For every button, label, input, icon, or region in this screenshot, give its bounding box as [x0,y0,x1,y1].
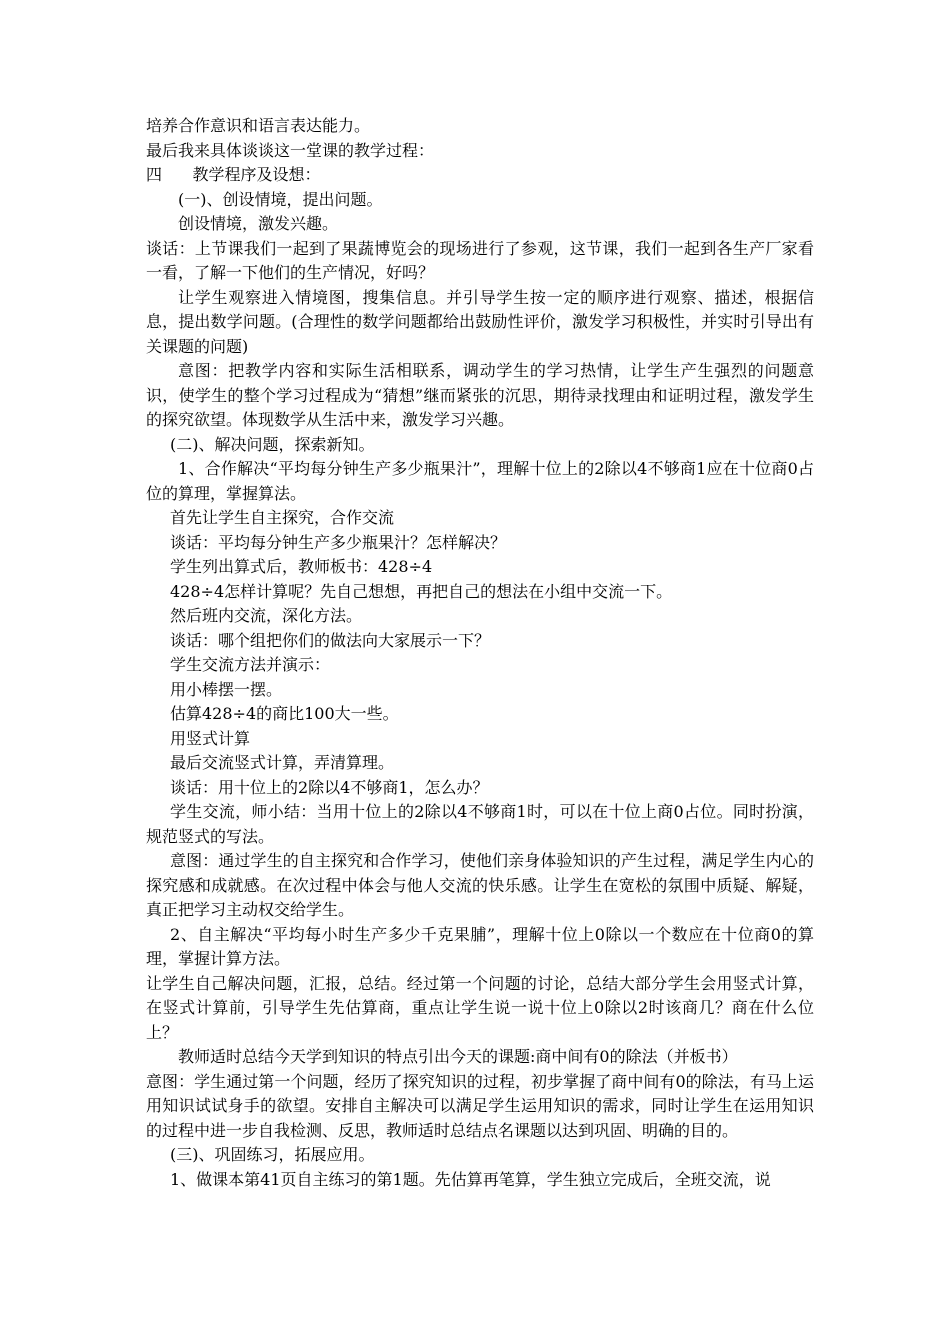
paragraph: 意图：学生通过第一个问题，经历了探究知识的过程，初步掌握了商中间有0的除法，有马上运用知识试试身手的欲望。安排自主解决可以满足学生运用知识的需求，同时让学生在运用知识的过程中进一步自我检测、反思，教师适时总结点名课题以达到巩固、明确的目的。 [146,1071,814,1140]
paragraph: 学生交流方法并演示： [170,655,331,674]
paragraph: 428÷4怎样计算呢？先自己想想，再把自己的想法在小组中交流一下。 [170,581,673,601]
paragraph: 意图：通过学生的自主探究和合作学习，使他们亲身体验知识的产生过程，满足学生内心的探究感和成就感。在次过程中体会与他人交流的快乐感。让学生在宽松的氛围中质疑、解疑，真正把学习主动权交给学生。 [146,851,814,919]
subsection-heading: (一)、创设情境，提出问题。 [178,189,383,209]
paragraph: 谈话：哪个组把你们的做法向大家展示一下？ [170,630,491,650]
paragraph: 意图：把教学内容和实际生活相联系，调动学生的学习热情，让学生产生强烈的问题意识，使学生的整个学习过程成为“猜想”继而紧张的沉思，期待录找理由和证明过程，激发学生的探究欲望。体现数学从生活中来，激发学习兴趣。 [146,361,814,429]
paragraph: 谈话：平均每分钟生产多少瓶果汁？怎样解决？ [170,532,507,552]
paragraph: 1、做课本第41页自主练习的第1题。先估算再笔算，学生独立完成后，全班交流，说 [170,1169,771,1189]
subsection-heading: (三)、巩固练习，拓展应用。 [170,1145,375,1164]
paragraph: 用小棒摆一摆。 [170,679,283,699]
paragraph: 估算428÷4的商比100大一些。 [170,704,399,723]
paragraph: 首先让学生自主探究，合作交流 [170,508,395,527]
paragraph: 让学生观察进入情境图，搜集信息。并引导学生按一定的顺序进行观察、描述，根据信息，提出数学问题。(合理性的数学问题都给出鼓励性评价，激发学习积极性，并实时引导出有关课题的问题) [146,287,814,356]
paragraph: 谈话：上节课我们一起到了果蔬博览会的现场进行了参观，这节课，我们一起到各生产厂家看一看，了解一下他们的生产情况，好吗？ [146,238,814,282]
section-heading: 四 教学程序及设想： [146,165,321,184]
paragraph: 培养合作意识和语言表达能力。 [146,116,371,135]
paragraph: 最后交流竖式计算，弄清算理。 [170,753,395,772]
paragraph: 创设情境，激发兴趣。 [178,214,339,233]
paragraph: 最后我来具体谈谈这一堂课的教学过程： [146,140,435,160]
paragraph: 教师适时总结今天学到知识的特点引出今天的课题:商中间有0的除法（并板书） [178,1047,738,1066]
paragraph: 谈话：用十位上的2除以4不够商1，怎么办？ [170,777,489,797]
paragraph: 1、合作解决“平均每分钟生产多少瓶果汁”，理解十位上的2除以4不够商1应在十位商0占位的算理，掌握算法。 [146,459,814,503]
paragraph: 用竖式计算 [170,728,251,748]
paragraph: 2、自主解决“平均每小时生产多少千克果脯”，理解十位上0除以一个数应在十位商0的算理，掌握计算方法。 [146,924,814,968]
paragraph: 学生列出算式后，教师板书：428÷4 [170,557,433,576]
paragraph: 然后班内交流，深化方法。 [170,606,363,625]
document-body [146,114,814,1192]
paragraph: 让学生自己解决问题，汇报，总结。经过第一个问题的讨论，总结大部分学生会用竖式计算，在竖式计算前，引导学生先估算商，重点让学生说一说十位上0除以2时该商几？商在什么位上？ [146,973,814,1042]
subsection-heading: (二)、解决问题，探索新知。 [170,434,375,454]
paragraph: 学生交流，师小结：当用十位上的2除以4不够商1时，可以在十位上商0占位。同时扮演，规范竖式的写法。 [146,802,814,846]
